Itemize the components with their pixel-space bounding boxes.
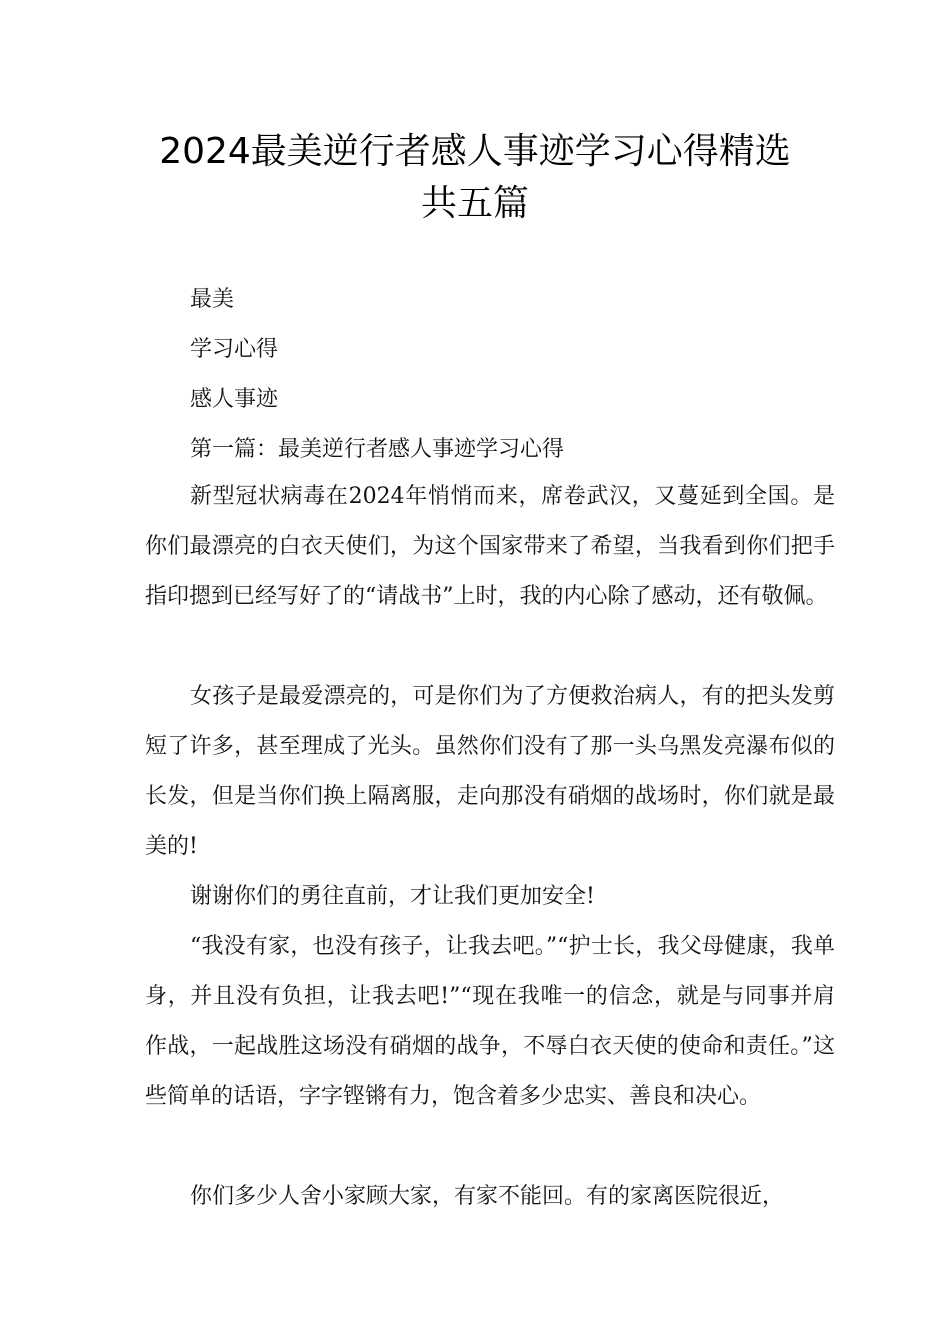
keyword-1: 最美: [190, 287, 235, 312]
paragraph-3: 谢谢你们的勇往直前，才让我们更加安全!: [190, 884, 595, 909]
document-title-line-1: 2024最美逆行者感人事迹学习心得精选: [159, 131, 791, 172]
paragraph-5: 你们多少人舍小家顾大家，有家不能回。有的家离医院很近，: [190, 1184, 785, 1209]
paragraph-4: “我没有家，也没有孩子，让我去吧。”“护士长，我父母健康，我单身，并且没有负担，让我去吧!”“现在我唯一的信念，就是与同事并肩作战，一起战胜这场没有硝烟的战争，不辱白衣天使的使命和责任。”这些简单的话语，字字铿锵有力，饱含着多少忠实、善良和决心。: [145, 934, 835, 1109]
document-title-line-2: 共五篇: [420, 183, 529, 224]
keyword-2: 学习心得: [190, 337, 279, 362]
paragraph-2: 女孩子是最爱漂亮的，可是你们为了方便救治病人，有的把头发剪短了许多，甚至理成了光头。虽然你们没有了那一头乌黑发亮瀑布似的长发，但是当你们换上隔离服，走向那没有硝烟的战场时，你们就是最美的!: [145, 684, 835, 859]
keyword-3: 感人事迹: [190, 387, 279, 412]
section-heading: 第一篇：最美逆行者感人事迹学习心得: [190, 437, 565, 462]
paragraph-1: 新型冠状病毒在2024年悄悄而来，席卷武汉，又蔓延到全国。是你们最漂亮的白衣天使们，为这个国家带来了希望，当我看到你们把手指印摁到已经写好了的“请战书”上时，我的内心除了感动，还有敬佩。: [145, 484, 835, 609]
